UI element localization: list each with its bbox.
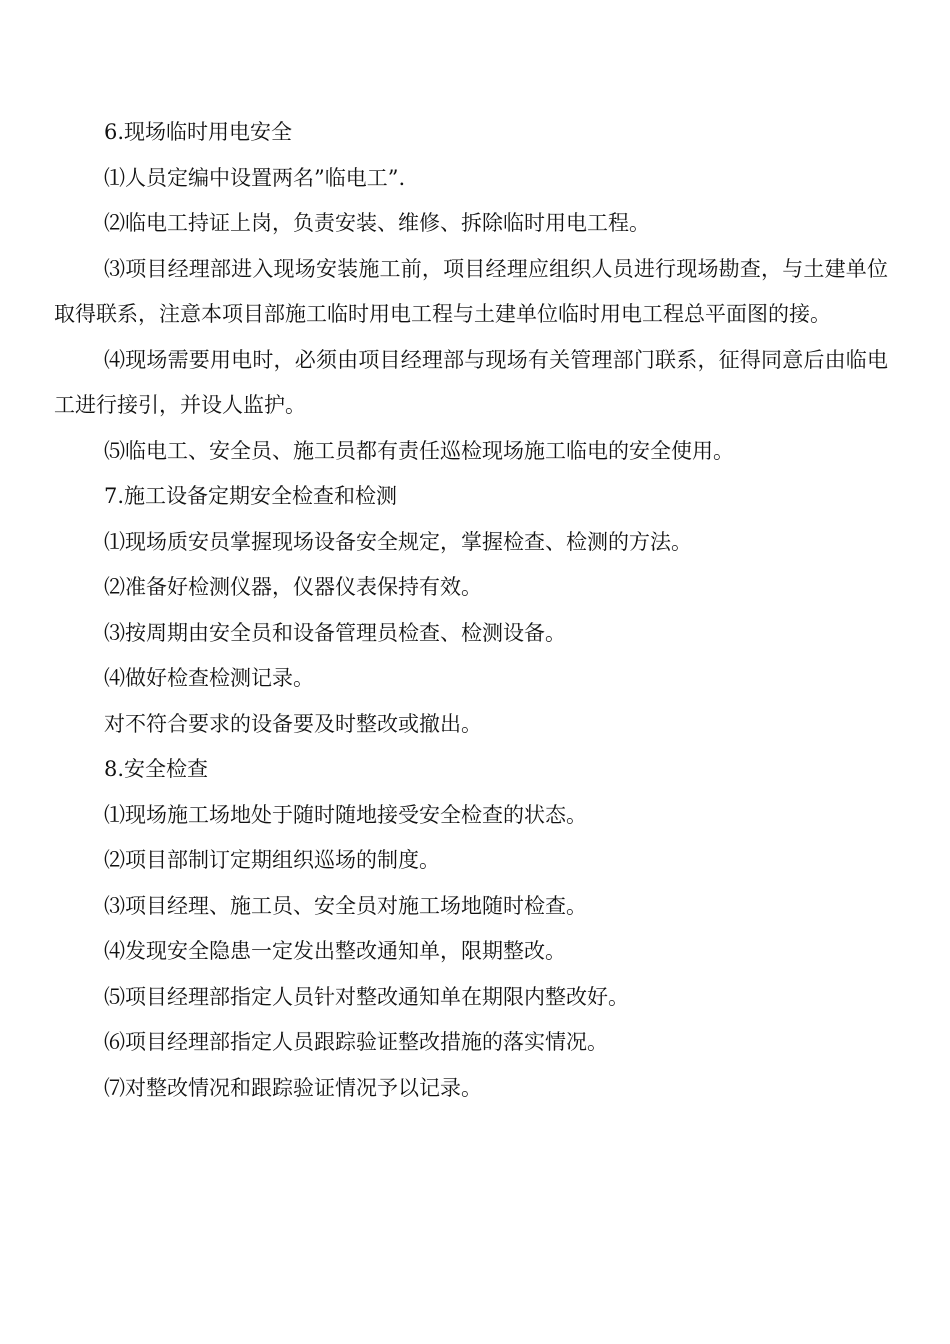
paragraph: ⑶项目经理、施工员、安全员对施工场地随时检查。	[104, 893, 587, 918]
paragraph: ⑷发现安全隐患一定发出整改通知单，限期整改。	[104, 939, 566, 963]
section-heading-8: 8.安全检查	[104, 757, 209, 781]
paragraph: ⑸项目经理部指定人员针对整改通知单在期限内整改好。	[104, 984, 629, 1009]
paragraph: ⑴现场质安员掌握现场设备安全规定，掌握检查、检测的方法。	[104, 529, 692, 554]
paragraph: ⑵临电工持证上岗，负责安装、维修、拆除临时用电工程。	[104, 211, 650, 235]
paragraph: ⑹项目经理部指定人员跟踪验证整改措施的落实情况。	[104, 1030, 608, 1054]
paragraph: ⑵项目部制订定期组织巡场的制度。	[104, 848, 440, 872]
paragraph: ⑷现场需要用电时，必须由项目经理部与现场有关管理部门联系，征得同意后由临电工进行接引，并设人监护。	[54, 347, 888, 417]
paragraph: ⑶按周期由安全员和设备管理员检查、检测设备。	[104, 620, 566, 645]
paragraph: ⑷做好检查检测记录。	[104, 666, 314, 690]
paragraph: ⑶项目经理部进入现场安装施工前，项目经理应组织人员进行现场勘查，与土建单位取得联系，注意本项目部施工临时用电工程与土建单位临时用电工程总平面图的接。	[54, 256, 888, 326]
paragraph: ⑵准备好检测仪器，仪器仪表保持有效。	[104, 575, 482, 599]
paragraph: ⑺对整改情况和跟踪验证情况予以记录。	[104, 1075, 482, 1100]
section-heading-7: 7.施工设备定期安全检查和检测	[104, 484, 398, 508]
document-body	[54, 110, 888, 1111]
paragraph: 对不符合要求的设备要及时整改或撤出。	[104, 711, 482, 736]
paragraph: ⑸临电工、安全员、施工员都有责任巡检现场施工临电的安全使用。	[104, 438, 734, 463]
paragraph: ⑴人员定编中设置两名”临电工”.	[104, 165, 406, 190]
paragraph: ⑴现场施工场地处于随时随地接受安全检查的状态。	[104, 802, 587, 827]
section-heading-6: 6.现场临时用电安全	[104, 120, 293, 144]
